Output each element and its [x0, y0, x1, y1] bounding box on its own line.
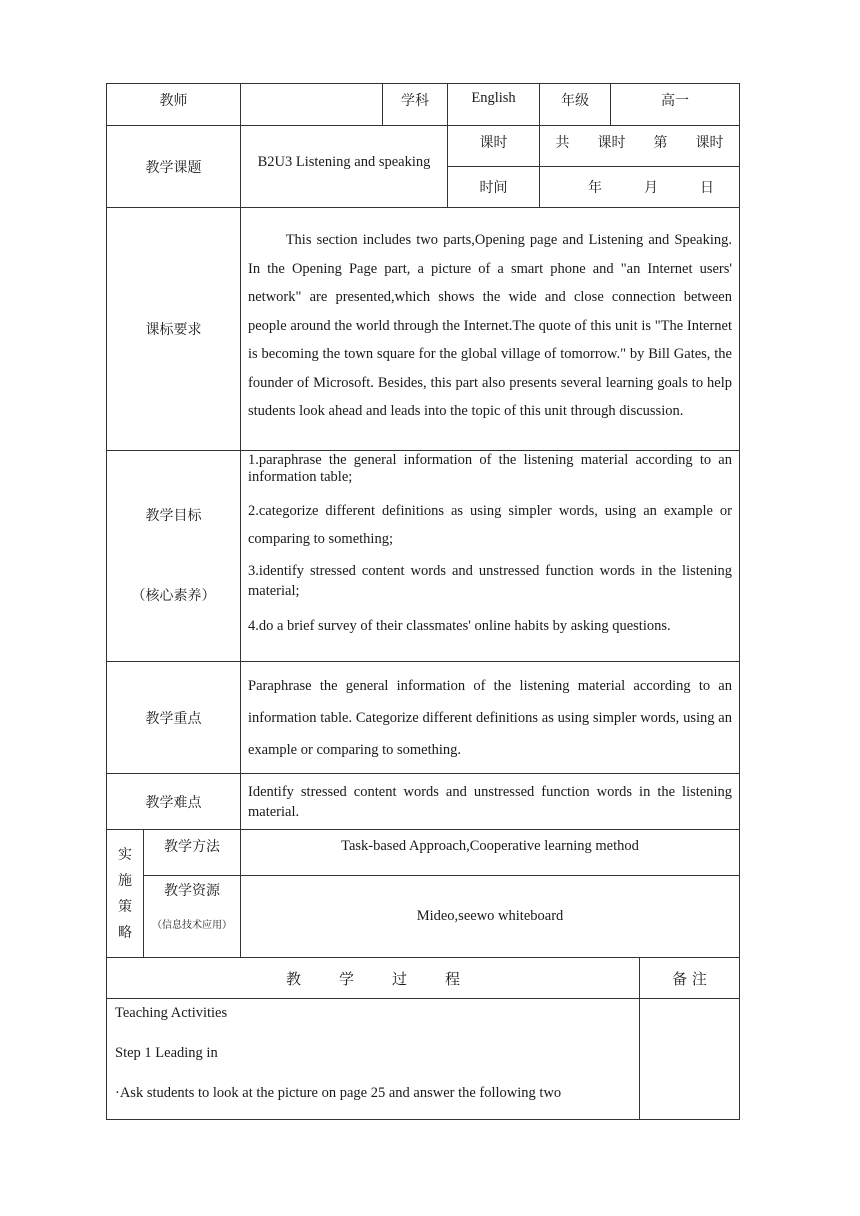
resource-value: Mideo,seewo whiteboard: [241, 876, 740, 958]
lesson-plan-table: [106, 83, 740, 1120]
objectives-label: 教学目标: [145, 508, 202, 524]
strategy-char: 策: [118, 898, 132, 915]
process-line: Teaching Activities: [115, 1005, 228, 1021]
objectives-label-cell: [107, 451, 241, 662]
process-heading-row: [107, 958, 740, 999]
standards-cell: [241, 208, 740, 451]
process-line: ·Ask students to look at the picture on page 25 and answer the following two: [115, 1085, 562, 1101]
grade-value: 高一: [611, 84, 740, 126]
subject-label: 学科: [383, 84, 448, 126]
resource-sublabel: （信息技术应用）: [152, 920, 232, 931]
process-heading: [107, 958, 640, 999]
key-points-row: [107, 662, 740, 774]
remark-label: 备 注: [640, 958, 740, 999]
difficulties-row: [107, 774, 740, 830]
header-row: [107, 84, 740, 126]
resource-label-cell: [144, 876, 241, 958]
objective-item: 1.paraphrase the general information of the listening material according to an information table;: [248, 452, 732, 485]
topic-label: 教学课题: [107, 126, 241, 208]
process-heading-char: 学: [338, 969, 354, 988]
strategy-char: 实: [118, 846, 132, 863]
key-points-text: Paraphrase the general information of the listening material according to an information table. Categorize different definitions as using simpler words, using an example or comparing to something.: [241, 662, 740, 774]
key-points-label: 教学重点: [107, 662, 241, 774]
resource-row: [107, 876, 740, 958]
objective-item: 4.do a brief survey of their classmates' online habits by asking questions.: [248, 618, 671, 634]
process-heading-char: 教: [285, 969, 301, 988]
period-value: 共 课时 第 课时: [540, 126, 740, 167]
objectives-sublabel: （核心素养）: [131, 588, 216, 604]
subject-value: English: [448, 84, 540, 126]
teacher-label: 教师: [107, 84, 241, 126]
difficulties-text: Identify stressed content words and unstressed function words in the listening material.: [241, 774, 740, 830]
process-line: Step 1 Leading in: [115, 1045, 218, 1061]
method-label: 教学方法: [144, 830, 241, 876]
difficulties-label: 教学难点: [107, 774, 241, 830]
topic-value: B2U3 Listening and speaking: [241, 126, 448, 208]
topic-row-period: [107, 126, 740, 167]
method-row: [107, 830, 740, 876]
resource-label: 教学资源: [164, 883, 220, 899]
standards-label: 课标要求: [107, 208, 241, 451]
period-label: 课时: [448, 126, 540, 167]
strategy-char: 施: [118, 872, 132, 889]
strategy-char: 略: [118, 924, 132, 941]
process-content: [107, 999, 640, 1120]
teacher-value: [241, 84, 383, 126]
standards-row: [107, 208, 740, 451]
objectives-cell: [241, 451, 740, 662]
method-value: Task-based Approach,Cooperative learning method: [241, 830, 740, 876]
process-heading-char: 过: [392, 969, 408, 988]
time-value: 年 月 日: [540, 167, 740, 208]
objective-item: 3.identify stressed content words and unstressed function words in the listening material;: [248, 563, 732, 599]
process-content-row: [107, 999, 740, 1120]
grade-label: 年级: [540, 84, 611, 126]
time-label: 时间: [448, 167, 540, 208]
remark-cell: [640, 999, 740, 1120]
process-heading-char: 程: [445, 969, 461, 988]
objectives-row: [107, 451, 740, 662]
strategy-side-label: [107, 830, 144, 958]
objective-item: 2.categorize different definitions as using simpler words, using an example or comparing to something;: [248, 503, 732, 547]
standards-text: This section includes two parts,Opening page and Listening and Speaking. In the Opening Page part, a picture of a smart phone and "an Internet users' network" are presented,which shows the wide and close connection between people around the world through the Internet.The quote of this unit is "The Internet is becoming the town square for the global village of tomorrow." by Bill Gates, the founder of Microsoft. Besides, this part also presents several learning goals to help students look ahead and leads into the topic of this unit through discussion.: [248, 232, 732, 420]
